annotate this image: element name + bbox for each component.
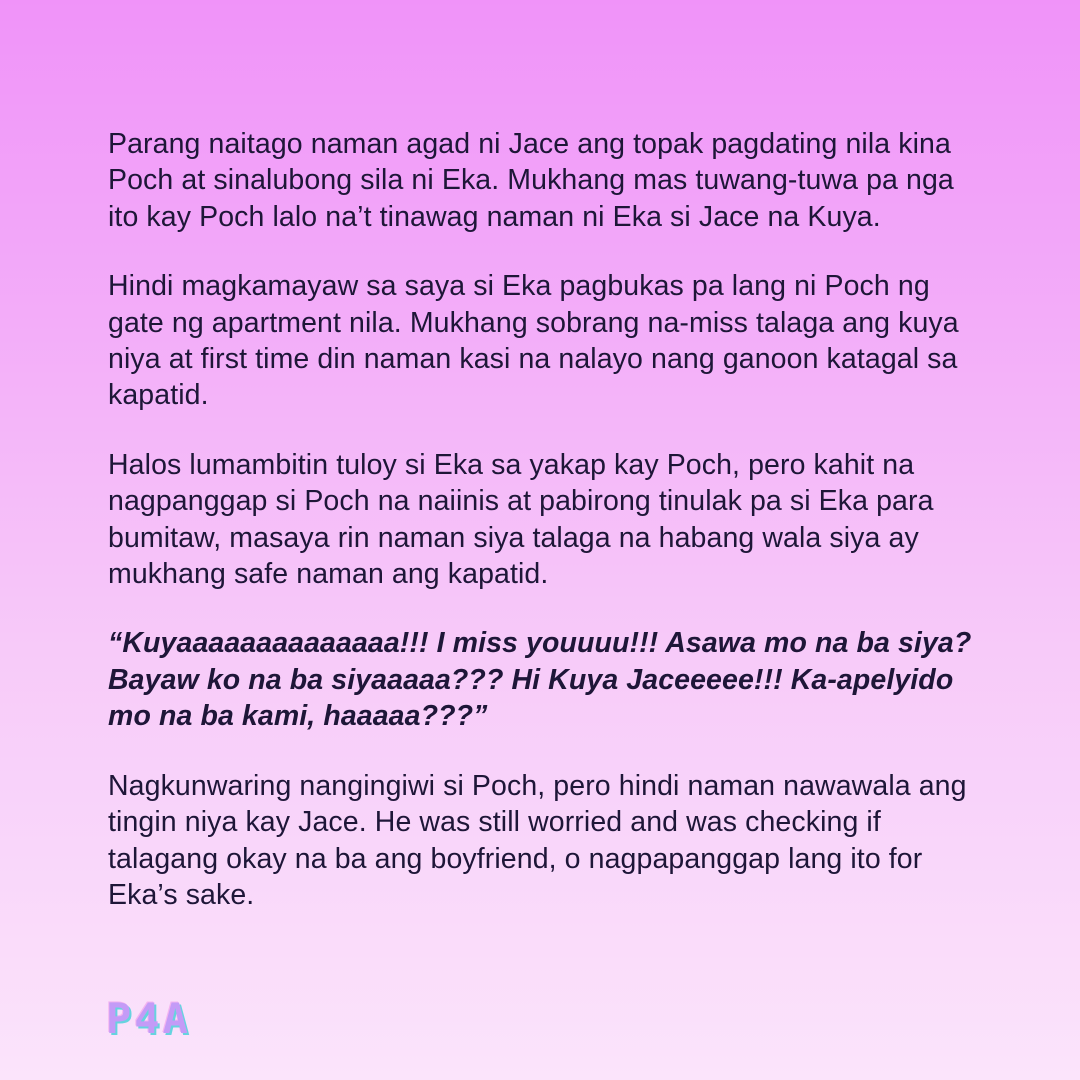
paragraph-2: Hindi magkamayaw sa saya si Eka pagbukas pa lang ni Poch ng gate ng apartment nila. Mukhang sobrang na-miss talaga ang kuya niya at first time din naman kasi na nalayo nang ganoon katagal sa kapatid. (108, 270, 959, 412)
dialogue-paragraph: “Kuyaaaaaaaaaaaaaa!!! I miss youuuu!!! Asawa mo na ba siya? Bayaw ko na ba siyaaaaa??? Hi Kuya Jaceeeee!!! Ka-apelyido mo na ba kami, haaaaa???” (108, 627, 972, 733)
p4a-logo: P4A (106, 994, 191, 1043)
paragraph-5: Nagkunwaring nangingiwi si Poch, pero hindi naman nawawala ang tingin niya kay Jace. He was still worried and was checking if talagang okay na ba ang boyfriend, o nagpapanggap lang ito for Eka’s sake. (108, 769, 967, 911)
paragraph-3: Halos lumambitin tuloy si Eka sa yakap kay Poch, pero kahit na nagpanggap si Poch na naiinis at pabirong tinulak pa si Eka para bumitaw, masaya rin naman siya talaga na habang wala siya ay mukhang safe naman ang kapatid. (108, 448, 934, 591)
paragraph-1: Parang naitago naman agad ni Jace ang topak pagdating nila kina Poch at sinalubong sila ni Eka. Mukhang mas tuwang-tuwa pa nga ito kay Poch lalo na’t tinawag naman ni Eka si Jace na Kuya. (108, 128, 954, 233)
story-text (108, 126, 978, 946)
